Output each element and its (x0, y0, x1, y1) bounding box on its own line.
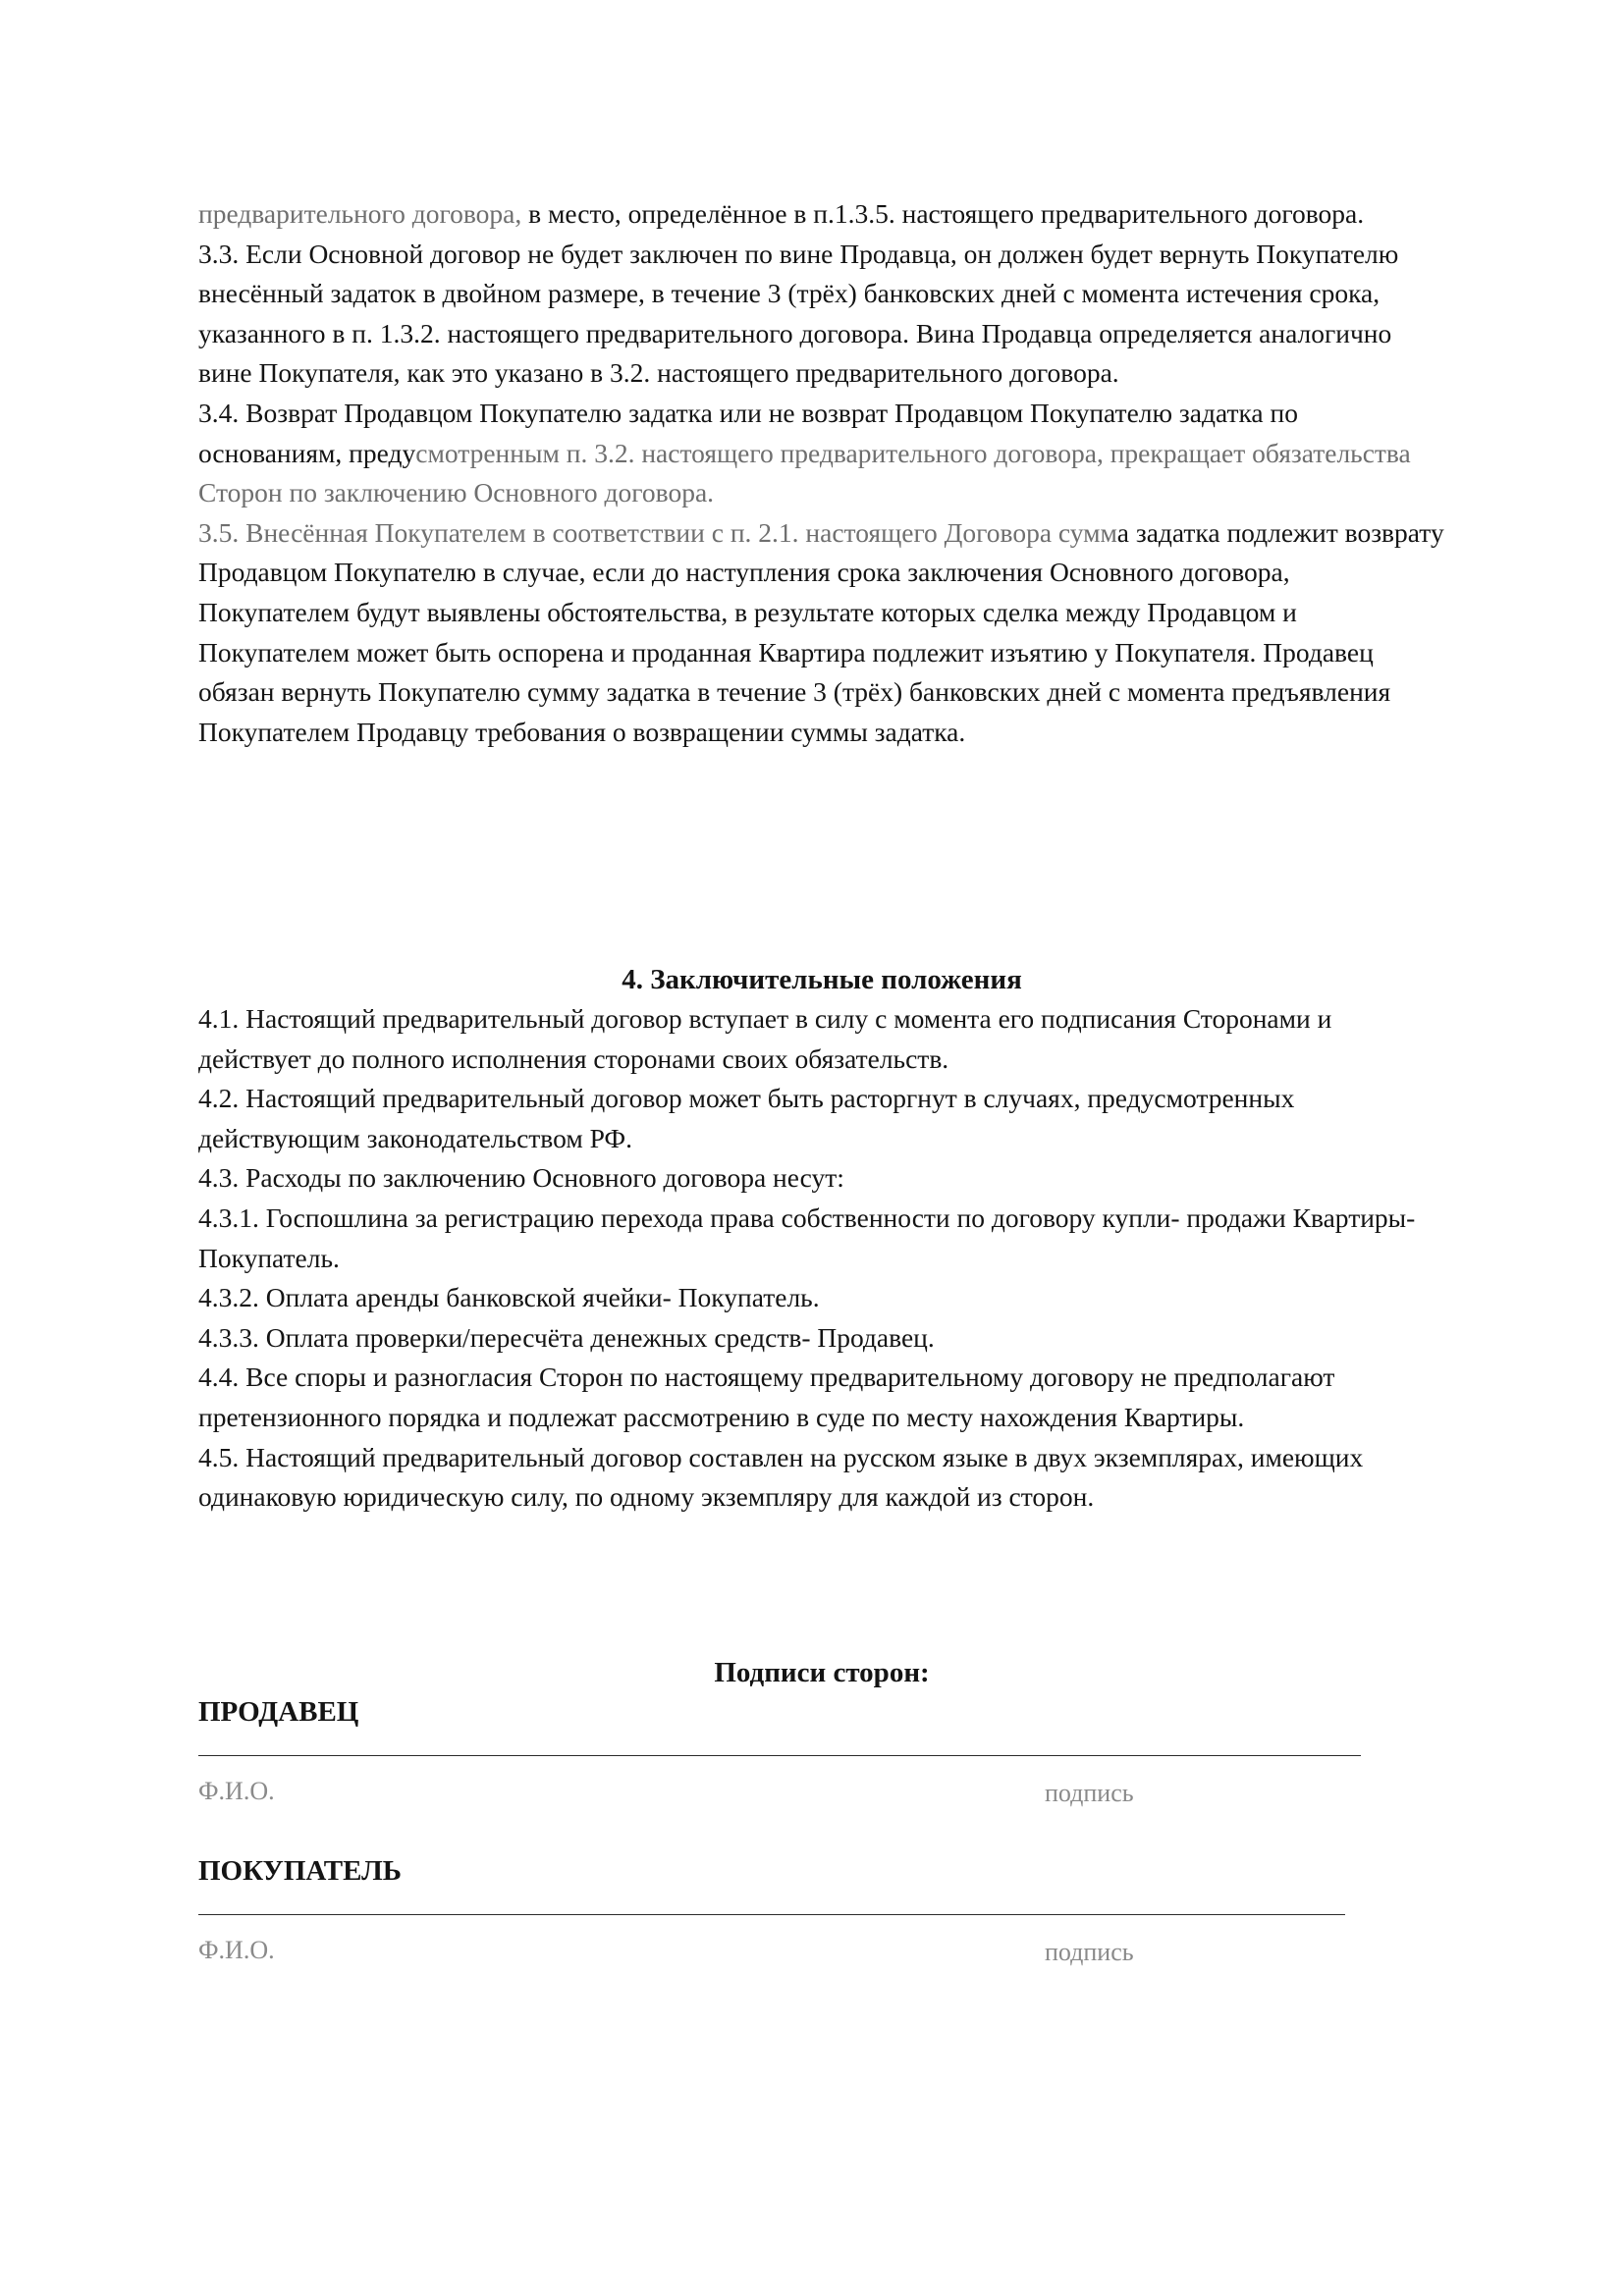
text-run: 3.5. Внесённая Покупателем в соответствии с п. 2.1. настоящего Договора сумм (198, 516, 1117, 548)
buyer-name-caption: Ф.И.О. (198, 1936, 275, 1964)
buyer-sign-caption: подпись (1045, 1938, 1134, 1966)
paragraph-4-4: 4.4. Все споры и разногласия Сторон по настоящему предварительному договору не предполагают претензионного порядка и подлежат рассмотрению в суде по месту нахождения Квартиры. (198, 1362, 1335, 1432)
text-run: а задатка подлежит возврату Продавцом Покупателю в случае, если до наступления срока заключения Основного договора, Покупателем будут выявлены обстоятельства, в результате которых сделка между Продавцом и Покупателем может быть оспорена и проданная Квартира подлежит изъятию у Покупателя. Продавец обязан вернуть Покупателю сумму задатка в течение 3 (трёх) банковских дней с момента предъявления Покупателем Продавцу требования о возвращении суммы задатка. (198, 516, 1444, 747)
seller-sign-caption: подпись (1045, 1779, 1134, 1807)
seller-name-caption: Ф.И.О. (198, 1777, 275, 1805)
paragraph-4-3-1: 4.3.1. Госпошлина за регистрацию перехода права собственности по договору купли- продажи Квартиры- Покупатель. (198, 1201, 1416, 1273)
section4-body (198, 999, 1445, 1518)
paragraph-4-3-3: 4.3.3. Оплата проверки/пересчёта денежных средств- Продавец. (198, 1321, 935, 1353)
buyer-label: ПОКУПАТЕЛЬ (198, 1855, 402, 1887)
paragraph-4-3: 4.3. Расходы по заключению Основного договора несут: (198, 1162, 844, 1194)
text-run: в место, определённое в п.1.3.5. настоящего предварительного договора. (521, 198, 1365, 229)
paragraph-4-1: 4.1. Настоящий предварительный договор вступает в силу с момента его подписания Сторонами и действует до полного исполнения сторонами своих обязательств. (198, 1003, 1332, 1074)
paragraph-3-2-end (198, 194, 1445, 235)
seller-label: ПРОДАВЕЦ (198, 1696, 359, 1728)
signatures-title: Подписи сторон: (714, 1657, 930, 1688)
paragraph-3-3 (198, 235, 1445, 394)
text-run: предварительного договора, (198, 198, 522, 229)
text-run: 3.3. Если Основной договор не будет заключен по вине Продавца, он должен будет вернуть Покупателю внесённый задаток в двойном размере, в течение 3 (трёх) банковских дней с момента истечения срока, указанного в п. 1.3.2. настоящего предварительного договора. Вина Продавца определяется аналогично вине Покупателя, как это указано в 3.2. настоящего предварительного договора. (198, 238, 1399, 389)
paragraph-3-4 (198, 394, 1445, 513)
buyer-signature-line (198, 1914, 1345, 1915)
section4-title: 4. Заключительные положения (622, 964, 1022, 995)
paragraph-4-3-2: 4.3.2. Оплата аренды банковской ячейки- Покупатель. (198, 1282, 820, 1313)
paragraph-4-2: 4.2. Настоящий предварительный договор может быть расторгнут в случаях, предусмотренных действующим законодательством РФ. (198, 1083, 1295, 1153)
section3-continuation (198, 194, 1445, 752)
text-run: смотренным п. 3.2. настоящего предварительного договора, прекращает обязательства Сторон по заключению Основного договора. (198, 437, 1411, 508)
text-run: 3.4. Возврат Продавцом Покупателю задатка или не возврат Продавцом Покупателю задатка по основаниям, преду (198, 397, 1298, 468)
seller-signature-line (198, 1755, 1361, 1756)
paragraph-3-5 (198, 513, 1445, 753)
paragraph-4-5: 4.5. Настоящий предварительный договор составлен на русском языке в двух экземплярах, имеющих одинаковую юридическую силу, по одному экземпляру для каждой из сторон. (198, 1441, 1364, 1513)
